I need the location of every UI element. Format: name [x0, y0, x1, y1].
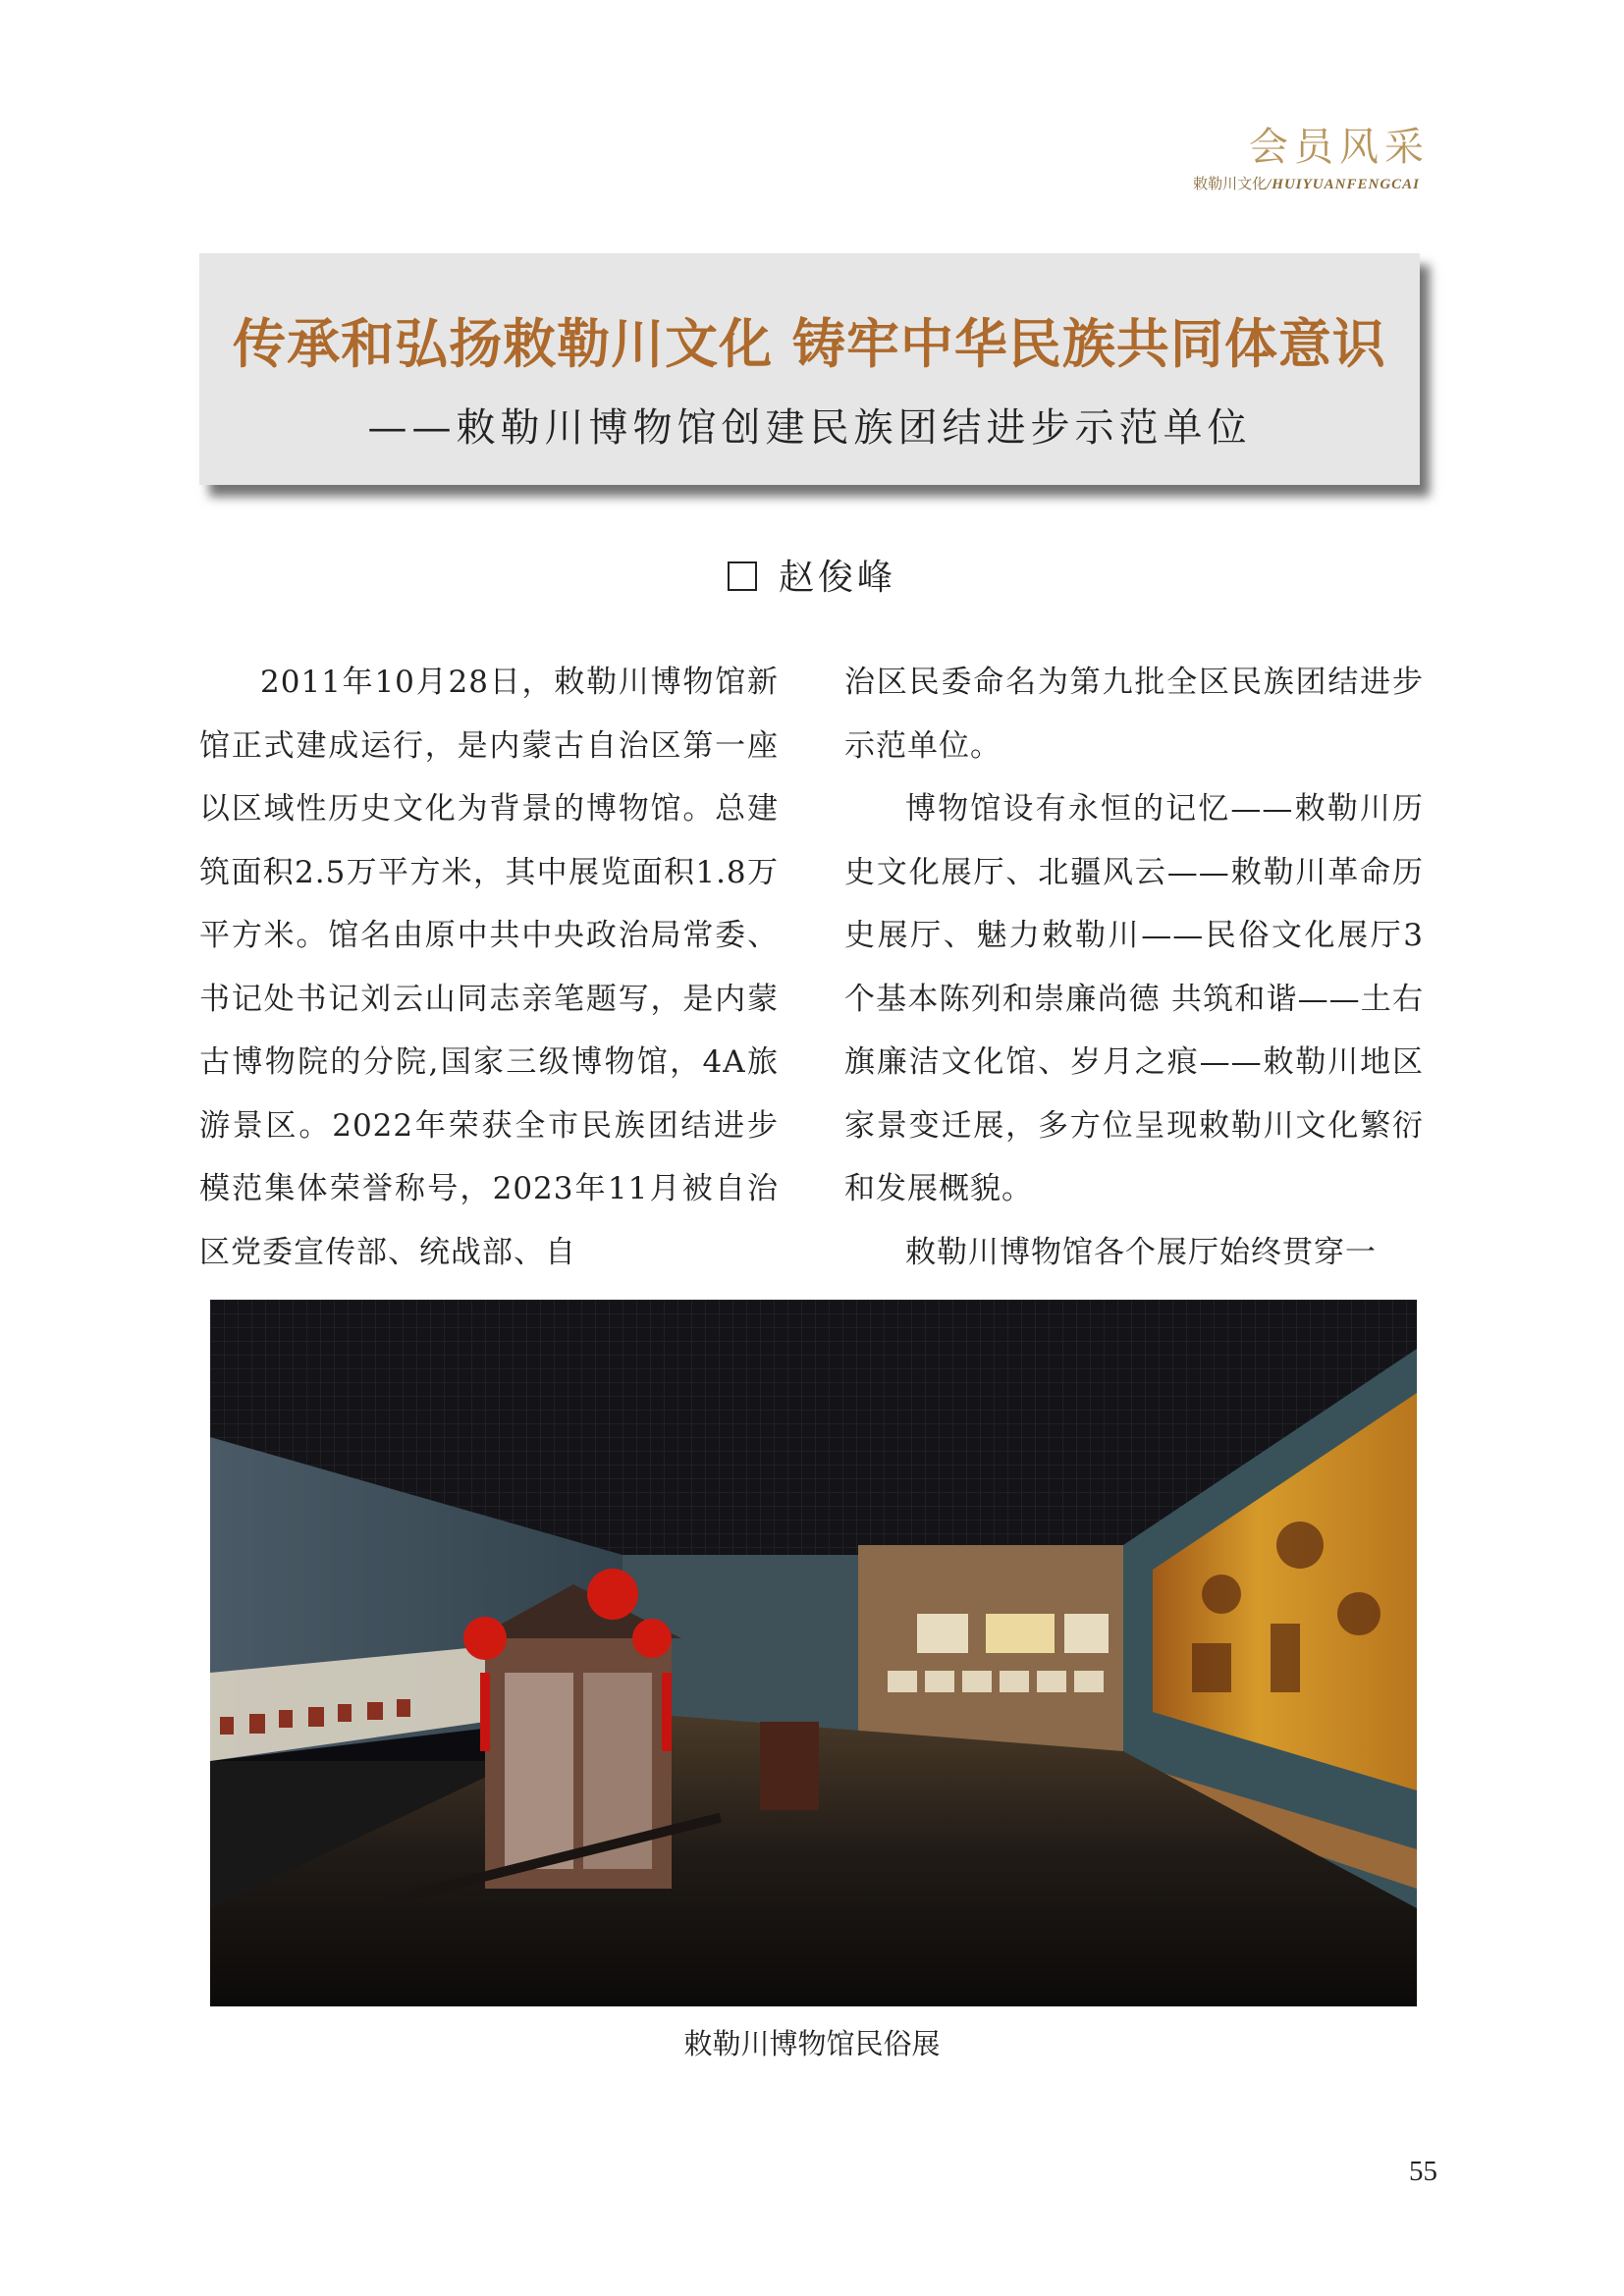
section-sub-prefix: 敕勒川文化 — [1193, 177, 1268, 192]
paragraph: 博物馆设有永恒的记忆——敕勒川历史文化展厅、北疆风云——敕勒川革命历史展厅、魅力敕勒川——民俗文化展厅3个基本陈列和崇廉尚德 共筑和谐——土右旗廉洁文化馆、岁月之痕——敕勒川地区家景变迁展，多方位呈现敕勒川文化繁衍和发展概貌。 — [844, 791, 1424, 1206]
photo-caption: 敕勒川博物馆民俗展 — [683, 2027, 941, 2060]
paragraph: 敕勒川博物馆各个展厅始终贯穿一 — [905, 1234, 1377, 1270]
title-box — [199, 253, 1420, 485]
square-icon — [728, 561, 757, 591]
paragraph: 2011年10月28日，敕勒川博物馆新馆正式建成运行，是内蒙古自治区第一座以区域性历史文化为背景的博物馆。总建筑面积2.5万平方米，其中展览面积1.8万平方米。馆名由原中共中央政治局常委、书记处书记刘云山同志亲笔题写，是内蒙古博物院的分院,国家三级博物馆，4A旅游景区。2022年荣获全市民族团结进步模范集体荣誉称号，2023年11月被自治区党委宣传部、统战部、自 — [199, 665, 779, 1270]
section-sub-en: /HUIYUANFENGCAI — [1267, 177, 1420, 192]
article-subtitle: ——敕勒川博物馆创建民族团结进步示范单位 — [367, 405, 1252, 451]
page-number: 55 — [1409, 2156, 1437, 2187]
section-subtitle — [1193, 173, 1420, 193]
museum-exhibition-hall-photo — [210, 1300, 1417, 2006]
article-title: 传承和弘扬敕勒川文化 铸牢中华民族共同体意识 — [233, 313, 1386, 375]
section-title: 会员风采 — [1249, 125, 1430, 170]
author-line — [0, 550, 1624, 600]
author-name: 赵俊峰 — [778, 558, 896, 598]
paragraph: 治区民委命名为第九批全区民族团结进步示范单位。 — [844, 665, 1424, 764]
right-column — [844, 651, 1424, 1284]
left-column — [199, 651, 779, 1284]
